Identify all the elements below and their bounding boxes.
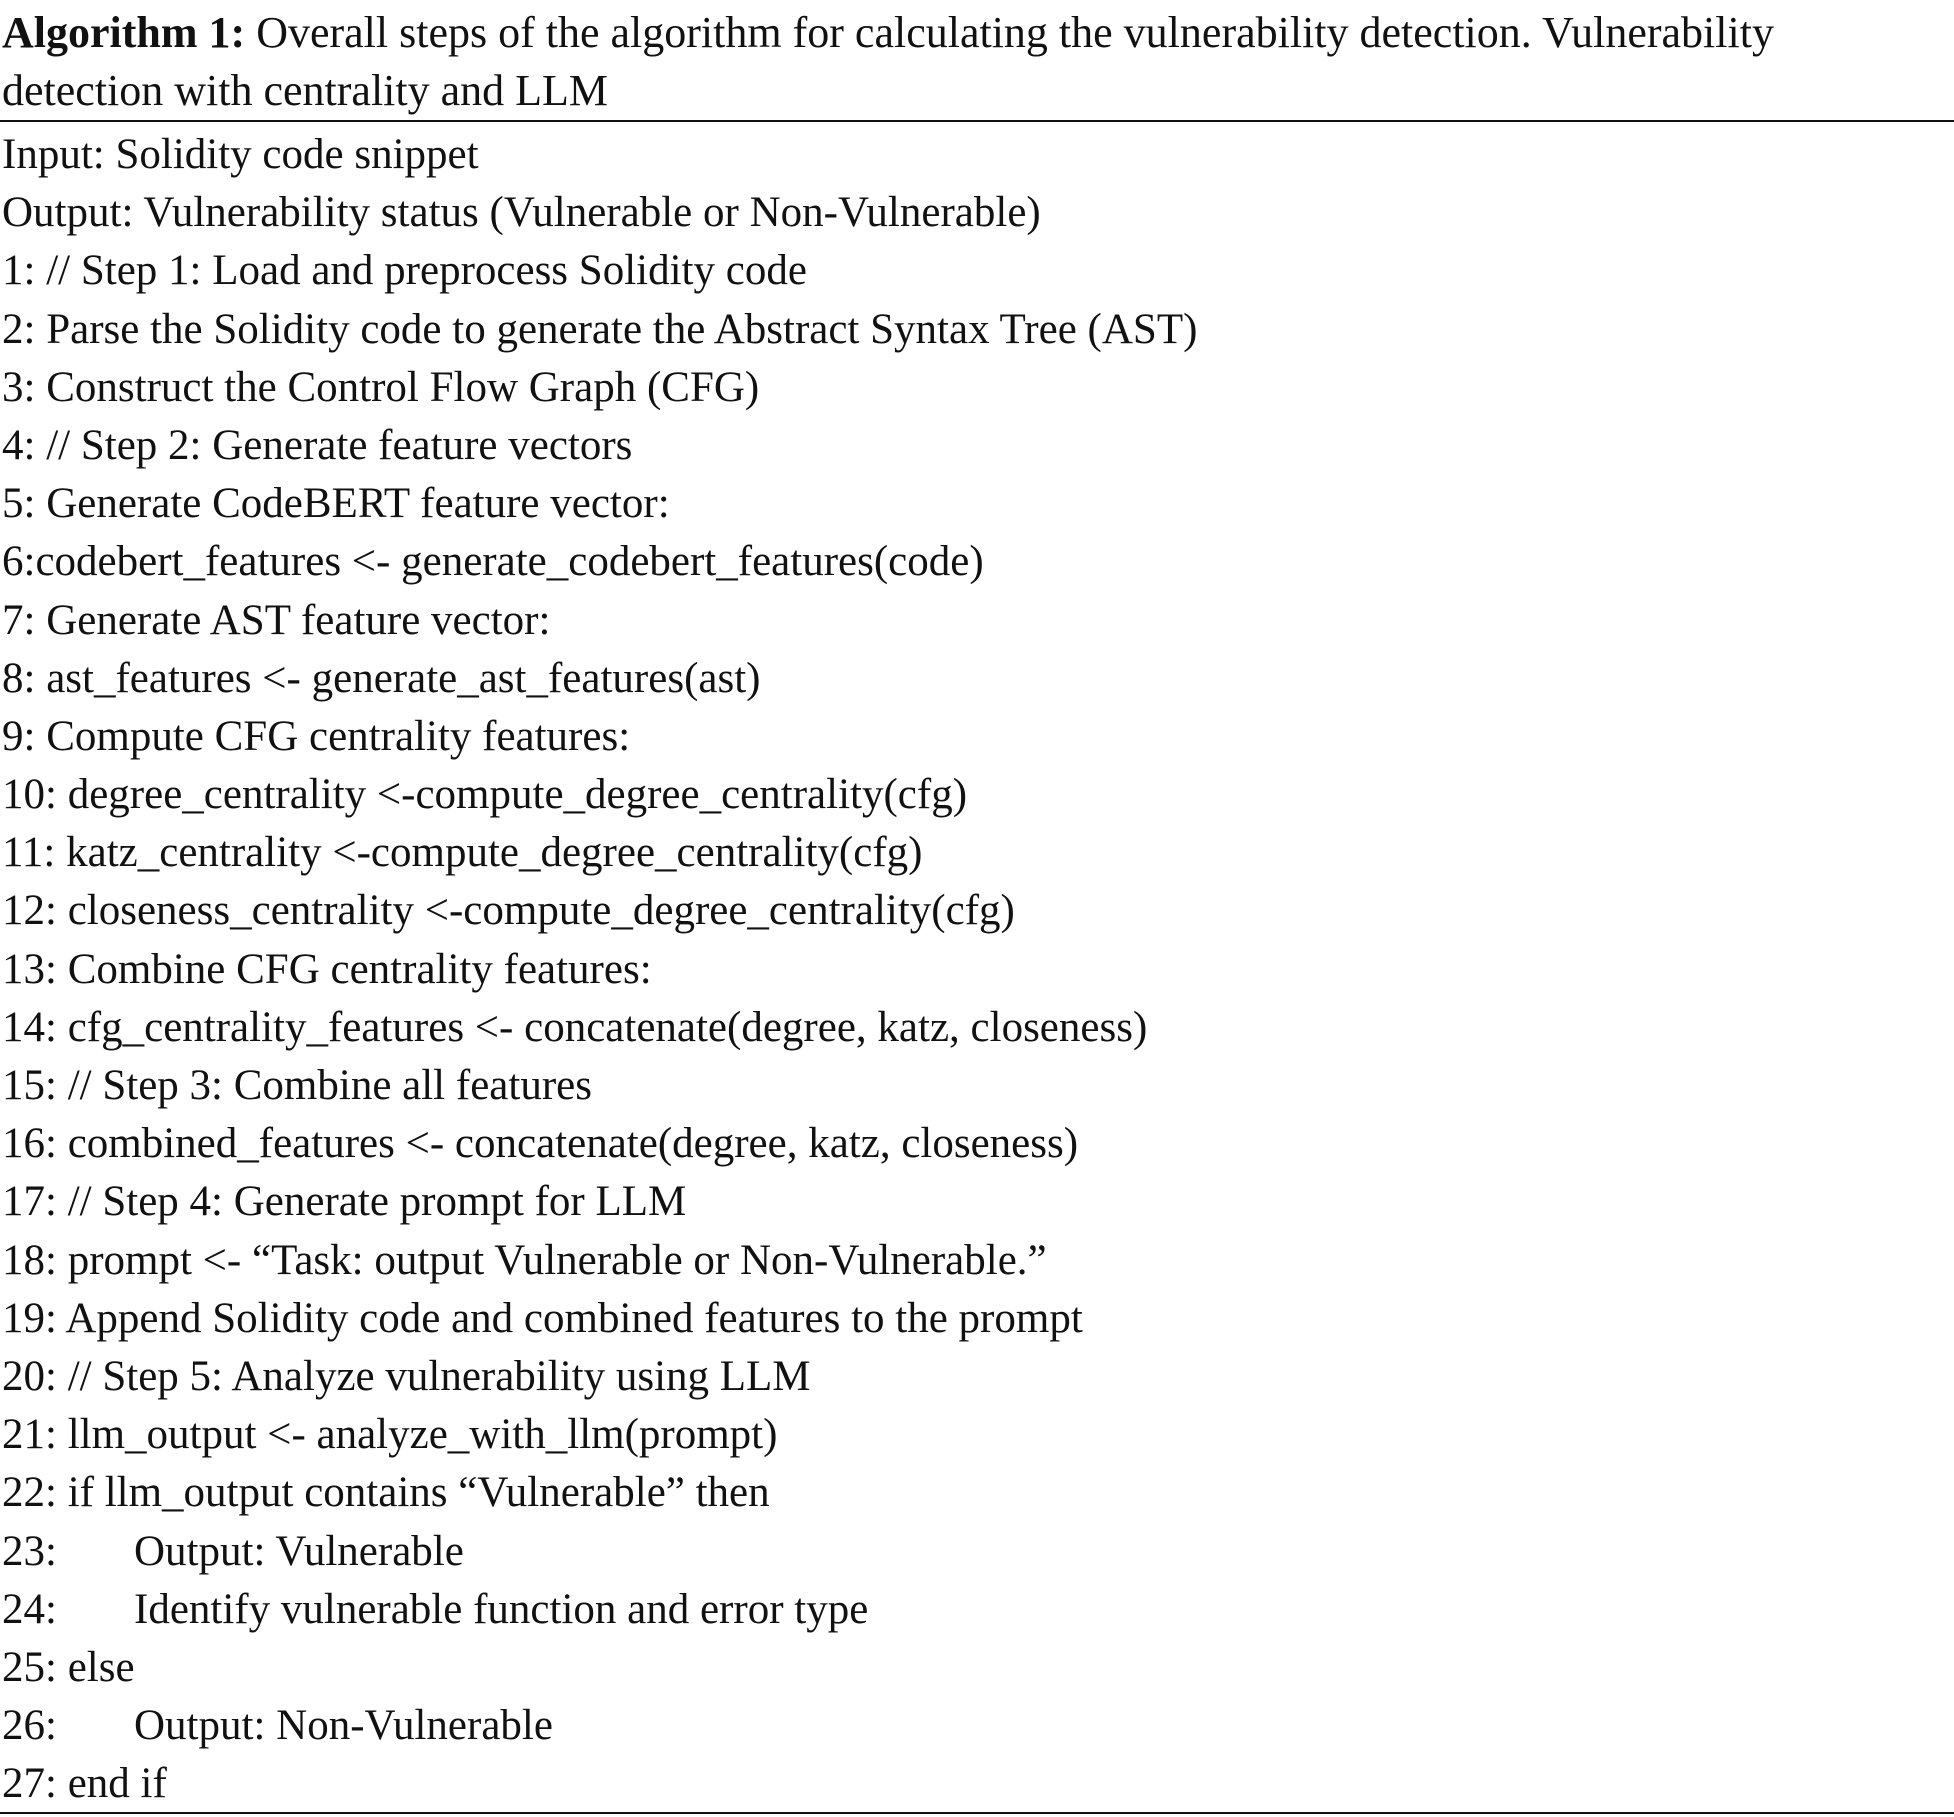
step-line bbox=[2, 1639, 1952, 1697]
step-line-indented bbox=[2, 1581, 1952, 1639]
algorithm-body bbox=[2, 126, 1952, 1813]
step-line bbox=[2, 941, 1952, 999]
step-text: if llm_output contains “Vulnerable” then bbox=[56, 1469, 770, 1517]
step-line bbox=[2, 417, 1952, 475]
step-number: 1: bbox=[2, 247, 36, 295]
step-line bbox=[2, 592, 1952, 650]
step-number: 4: bbox=[2, 421, 36, 469]
step-number: 24: bbox=[2, 1585, 57, 1633]
step-text: Combine CFG centrality features: bbox=[56, 945, 652, 993]
step-line bbox=[2, 650, 1952, 708]
step-line bbox=[2, 708, 1952, 766]
step-line bbox=[2, 1464, 1952, 1522]
step-text: codebert_features <- generate_codebert_features(code) bbox=[35, 538, 984, 586]
step-number: 23: bbox=[2, 1527, 57, 1575]
step-number: 5: bbox=[2, 480, 36, 528]
step-text: // Step 5: Analyze vulnerability using LLM bbox=[56, 1352, 811, 1400]
step-text: Parse the Solidity code to generate the Abstract Syntax Tree (AST) bbox=[35, 305, 1198, 353]
step-text: katz_centrality <-compute_degree_centrality(cfg) bbox=[55, 829, 923, 877]
step-text: // Step 4: Generate prompt for LLM bbox=[56, 1178, 687, 1226]
top-rule bbox=[0, 120, 1954, 122]
step-number: 27: bbox=[2, 1760, 57, 1808]
step-number: 12: bbox=[2, 887, 57, 935]
step-text: else bbox=[56, 1643, 135, 1691]
step-text: Construct the Control Flow Graph (CFG) bbox=[35, 363, 760, 411]
bottom-rule bbox=[0, 1812, 1954, 1814]
step-number: 10: bbox=[2, 771, 57, 819]
step-text: // Step 3: Combine all features bbox=[56, 1062, 592, 1109]
step-line bbox=[2, 1755, 1952, 1813]
step-text: degree_centrality <-compute_degree_centrality(cfg) bbox=[56, 771, 968, 819]
step-line bbox=[2, 1348, 1952, 1406]
step-text: prompt <- “Task: output Vulnerable or Non-Vulnerable.” bbox=[56, 1236, 1047, 1284]
step-number: 18: bbox=[2, 1236, 57, 1284]
step-number: 13: bbox=[2, 945, 57, 993]
step-number: 25: bbox=[2, 1643, 57, 1691]
step-line bbox=[2, 766, 1952, 824]
step-text: Identify vulnerable function and error type bbox=[134, 1585, 869, 1633]
step-line bbox=[2, 1173, 1952, 1231]
step-number: 26: bbox=[2, 1702, 57, 1750]
step-text: Append Solidity code and combined features to the prompt bbox=[56, 1294, 1083, 1342]
step-text: Output: Vulnerable bbox=[134, 1527, 464, 1575]
algorithm-caption bbox=[0, 0, 1954, 120]
step-line bbox=[2, 301, 1952, 359]
step-line-indented bbox=[2, 1697, 1952, 1755]
step-line bbox=[2, 1115, 1952, 1173]
step-text: llm_output <- analyze_with_llm(prompt) bbox=[56, 1411, 778, 1459]
step-text: Generate AST feature vector: bbox=[35, 596, 551, 644]
step-number: 14: bbox=[2, 1003, 57, 1051]
step-text: ast_features <- generate_ast_features(ast) bbox=[35, 654, 761, 702]
step-line bbox=[2, 824, 1952, 882]
step-text: // Step 1: Load and preprocess Solidity code bbox=[35, 247, 807, 295]
step-line bbox=[2, 242, 1952, 300]
step-line bbox=[2, 882, 1952, 940]
step-line bbox=[2, 475, 1952, 533]
input-line: Input: Solidity code snippet bbox=[2, 131, 479, 178]
step-line bbox=[2, 1057, 1952, 1115]
step-number: 2: bbox=[2, 305, 36, 353]
step-number: 6: bbox=[2, 538, 36, 586]
step-text: combined_features <- concatenate(degree, katz, closeness) bbox=[56, 1120, 1079, 1168]
step-text: cfg_centrality_features <- concatenate(degree, katz, closeness) bbox=[56, 1003, 1148, 1051]
step-text: Compute CFG centrality features: bbox=[35, 712, 631, 760]
step-number: 11: bbox=[2, 829, 56, 877]
step-number: 9: bbox=[2, 712, 36, 760]
step-line bbox=[2, 533, 1952, 591]
step-number: 3: bbox=[2, 363, 36, 411]
output-line: Output: Vulnerability status (Vulnerable or Non-Vulnerable) bbox=[2, 189, 1041, 237]
step-number: 7: bbox=[2, 596, 36, 644]
step-text: // Step 2: Generate feature vectors bbox=[35, 421, 633, 469]
step-number: 21: bbox=[2, 1411, 57, 1459]
step-line bbox=[2, 1406, 1952, 1464]
step-text: Output: Non-Vulnerable bbox=[134, 1702, 553, 1750]
step-number: 19: bbox=[2, 1294, 57, 1342]
step-number: 22: bbox=[2, 1469, 57, 1517]
step-line bbox=[2, 999, 1952, 1057]
step-line bbox=[2, 1290, 1952, 1348]
step-number: 16: bbox=[2, 1120, 57, 1168]
step-number: 17: bbox=[2, 1178, 57, 1226]
step-line-indented bbox=[2, 1523, 1952, 1581]
step-text: closeness_centrality <-compute_degree_centrality(cfg) bbox=[56, 887, 1015, 935]
algorithm-caption-text: Overall steps of the algorithm for calculating the vulnerability detection. Vulnerability detection with centrality and LLM bbox=[2, 8, 1774, 115]
step-line bbox=[2, 359, 1952, 417]
step-number: 8: bbox=[2, 654, 36, 702]
step-text: Generate CodeBERT feature vector: bbox=[35, 480, 670, 528]
algorithm-label: Algorithm 1: bbox=[2, 8, 246, 57]
step-text: end if bbox=[56, 1760, 167, 1808]
step-line bbox=[2, 1232, 1952, 1290]
step-number: 15: bbox=[2, 1062, 57, 1109]
step-number: 20: bbox=[2, 1352, 57, 1400]
